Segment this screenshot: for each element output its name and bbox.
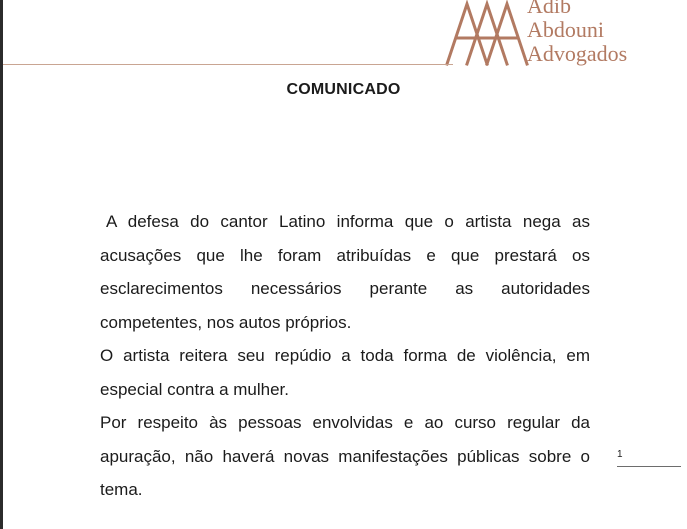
paragraph-1: A defesa do cantor Latino informa que o artista nega as acusações que lhe foram atribuídas e que prestará os esclarecimentos necessários perante as autoridades competentes, nos autos próprios. — [100, 212, 590, 332]
monogram-icon — [445, 0, 535, 68]
document-body — [100, 205, 590, 507]
footer-rule — [617, 466, 681, 467]
page-left-edge — [0, 0, 3, 529]
document-title: COMUNICADO — [286, 81, 401, 98]
firm-logo — [445, 0, 645, 70]
paragraph-2: O artista reitera seu repúdio a toda forma de violência, em especial contra a mulher. — [100, 346, 590, 399]
paragraph-3: Por respeito às pessoas envolvidas e ao curso regular da apuração, não haverá novas manifestações públicas sobre o tema. — [100, 413, 590, 499]
logo-text-line-1: Adib — [527, 0, 571, 18]
page-number: 1 — [617, 449, 623, 460]
logo-text-line-2: Abdouni — [527, 17, 604, 42]
header-rule — [3, 64, 453, 65]
logo-text-line-3: Advogados — [527, 41, 628, 66]
